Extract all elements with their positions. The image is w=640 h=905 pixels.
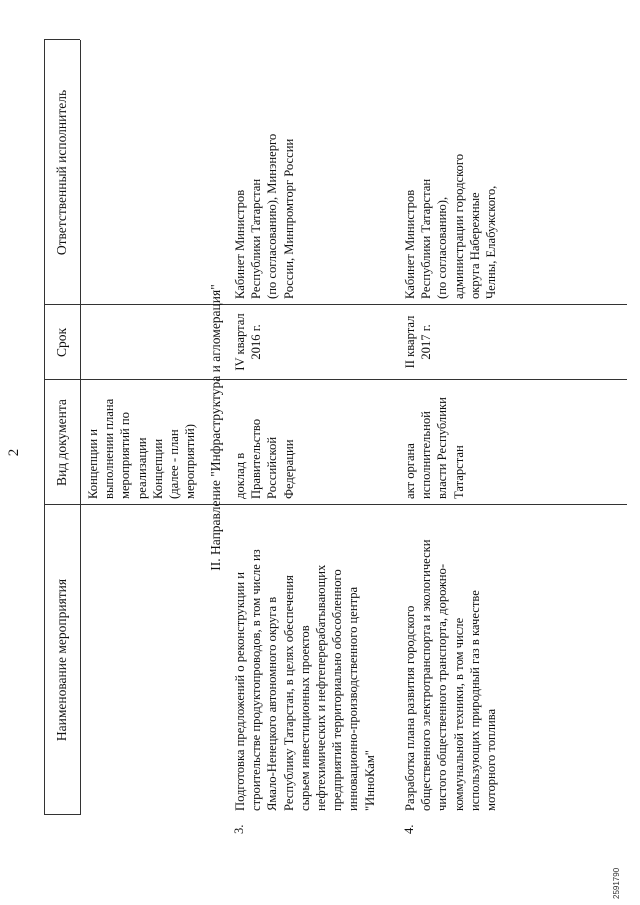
header-term: Срок (54, 327, 69, 358)
continuation-doc-cell: Концепции и выполнении плана мероприятий по реализации Концепции (далее - план мероприятий) (86, 398, 198, 499)
row-doc-cell: акт органа исполнительной власти Республики Татарстан (403, 397, 466, 499)
row-exec-cell: Кабинет Министров Республики Татарстан (по согласованию), администрации городского округа Набережные Челны, Елабужского, (403, 154, 499, 299)
column-divider-term (44, 379, 627, 380)
row-exec-cell: Кабинет Министров Республики Татарстан (по согласованию), Минэнерго России, Минпромторг России (233, 133, 296, 299)
header-name: Наименование мероприятия (54, 578, 69, 742)
header-exec: Ответственный исполнитель (54, 89, 69, 256)
row-term-cell: IV квартал 2016 г. (233, 313, 264, 371)
row-term-cell: II квартал 2017 г. (403, 315, 434, 369)
row-number: 3. (232, 824, 246, 834)
document-stamp: 2591790 (612, 867, 621, 899)
section-heading: II. Направление "Инфраструктура и агломерация" (208, 284, 223, 571)
activities-table (44, 40, 627, 834)
row-doc-cell: доклад в Правительство Российской Федерации (233, 418, 296, 499)
row-number: 4. (402, 824, 416, 834)
header-doc: Вид документа (54, 399, 69, 486)
column-divider-doc (44, 504, 627, 505)
row-name-cell: Подготовка предложений о реконструкции и строительстве продуктопроводов, в том числе из Ямало-Ненецкого автономного округа в Республику Татарстан, в целях обеспечения сырьем инвестиционных проектов нефтехимических и нефтеперерабатывающих предприятий территориально обособленного инновационно-производственного центра "ИнноКам" (233, 549, 377, 811)
row-name-cell: Разработка плана развития городского общественного электротранспорта и экологически чистого общественного транспорта, дорожно- коммунальной техники, в том числе использующих природный газ в качестве моторного топлива (403, 539, 499, 811)
page-number: 2 (6, 448, 22, 457)
header-bottom-rule (80, 40, 81, 815)
column-divider-exec (44, 304, 627, 305)
